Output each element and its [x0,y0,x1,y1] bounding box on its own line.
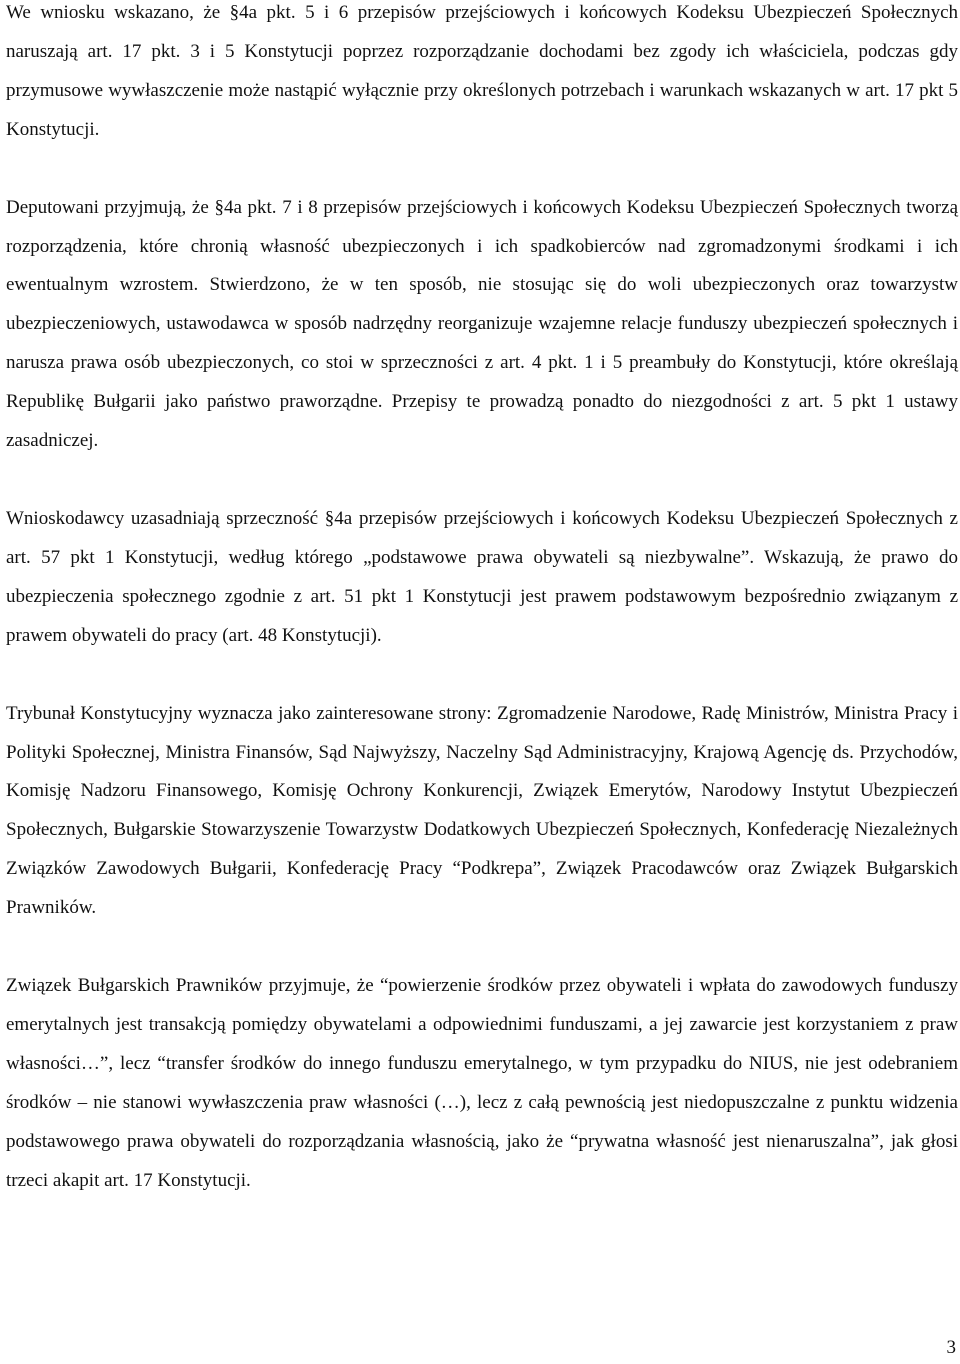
paragraph: Deputowani przyjmują, że §4a pkt. 7 i 8 przepisów przejściowych i końcowych Kodeksu Ubezpieczeń Społecznych tworzą rozporządzenia, które chronią własność ubezpieczonych i ich spadkobierców nad zgromadzonymi środkami i ich ewentualnym wzrostem. Stwierdzono, że w ten sposób, nie stosując się do woli ubezpieczonych oraz towarzystw ubezpieczeniowych, ustawodawca w sposób nadrzędny reorganizuje wzajemne relacje funduszy ubezpieczeń społecznych i narusza prawa osób ubezpieczonych, co stoi w sprzeczności z art. 4 pkt. 1 i 5 preambuły do Konstytucji, które określają Republikę Bułgarii jako państwo praworządne. Przepisy te prowadzą ponadto do niezgodności z art. 5 pkt 1 ustawy zasadniczej. [6,196,958,452]
paragraph: Związek Bułgarskich Prawników przyjmuje, że “powierzenie środków przez obywateli i wpłata do zawodowych funduszy emerytalnych jest transakcją pomiędzy obywatelami a odpowiednimi funduszami, a jej zawarcie jest korzystaniem z praw własności…”, lecz “transfer środków do innego funduszu emerytalnego, w tym przypadku do NIUS, nie jest odebraniem środków – nie stanowi wywłaszczenia praw własności (…), lecz z całą pewnością jest niedopuszczalne z punktu widzenia podstawowego prawa obywateli do rozporządzania własnością, jako że “prywatna własność jest nienaruszalna”, jak głosi trzeci akapit art. 17 Konstytucji. [6,975,958,1191]
paragraph: We wniosku wskazano, że §4a pkt. 5 i 6 przepisów przejściowych i końcowych Kodeksu Ubezpieczeń Społecznych naruszają art. 17 pkt. 3 i 5 Konstytucji poprzez rozporządzanie dochodami bez zgody ich właściciela, podczas gdy przymusowe wywłaszczenie może nastąpić wyłącznie przy określonych potrzebach i warunkach wskazanych w art. 17 pkt 5 Konstytucji. [6,2,958,140]
paragraph: Trybunał Konstytucyjny wyznacza jako zainteresowane strony: Zgromadzenie Narodowe, Radę Ministrów, Ministra Pracy i Polityki Społecznej, Ministra Finansów, Sąd Najwyższy, Naczelny Sąd Administracyjny, Krajową Agencję ds. Przychodów, Komisję Nadzoru Finansowego, Komisję Ochrony Konkurencji, Związek Emerytów, Narodowy Instytut Ubezpieczeń Społecznych, Bułgarskie Stowarzyszenie Towarzystw Dodatkowych Ubezpieczeń Społecznych, Konfederację Niezależnych Związków Zawodowych Bułgarii, Konfederację Pracy “Podkrepa”, Związek Pracodawców oraz Związek Bułgarskich Prawników. [6,702,958,919]
document-page [6,0,958,1200]
page-number: 3 [946,1337,956,1358]
paragraph: Wnioskodawcy uzasadniają sprzeczność §4a przepisów przejściowych i końcowych Kodeksu Ubezpieczeń Społecznych z art. 57 pkt 1 Konstytucji, według którego „podstawowe prawa obywateli są niezbywalne”. Wskazują, że prawo do ubezpieczenia społecznego zgodnie z art. 51 pkt 1 Konstytucji jest prawem podstawowym bezpośrednio związanym z prawem obywateli do pracy (art. 48 Konstytucji). [6,507,958,646]
